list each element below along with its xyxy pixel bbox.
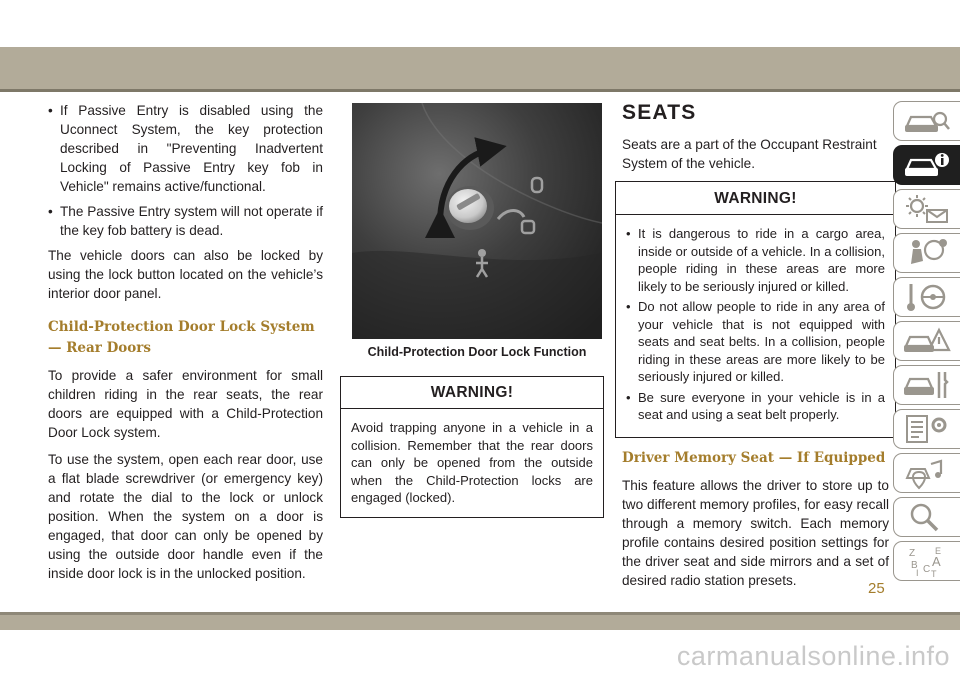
section-heading-memory-seat: Driver Memory Seat — If Equipped bbox=[622, 449, 886, 466]
list-item: • Be sure everyone in your vehicle is in a seat and using a seat belt properly. bbox=[626, 389, 885, 422]
tab-emergency[interactable] bbox=[893, 321, 960, 361]
footer-band bbox=[0, 615, 960, 630]
left-column bbox=[48, 101, 323, 591]
magnifier-icon bbox=[901, 500, 953, 534]
car-hazard-icon bbox=[901, 324, 953, 358]
tab-multimedia[interactable] bbox=[893, 453, 960, 493]
index-letter-a: A bbox=[932, 554, 941, 569]
warning-light-mail-icon bbox=[901, 192, 953, 226]
index-letter-z: Z bbox=[909, 548, 916, 559]
warning-text: Avoid trapping anyone in a vehicle in a collision. Remember that the rear doors can only be opened from the outside when the Child-Protection locks are engaged (locked). bbox=[351, 420, 593, 505]
car-info-icon bbox=[901, 148, 953, 182]
index-letter-b: B bbox=[911, 560, 918, 571]
tab-safety[interactable] bbox=[893, 233, 960, 273]
warning-heading: WARNING! bbox=[616, 182, 895, 215]
watermark: carmanualsonline.info bbox=[676, 641, 950, 671]
warning-list bbox=[616, 215, 895, 437]
list-item: • Do not allow people to ride in any area of your vehicle that is not equipped with seats and seat belts. In a collision, people riding in these areas are more likely to be seriously injured or killed. bbox=[626, 299, 885, 384]
tab-servicing[interactable] bbox=[893, 365, 960, 405]
chapter-tabs bbox=[893, 101, 960, 585]
header-band bbox=[0, 47, 960, 89]
warning-box-seats bbox=[615, 181, 896, 438]
index-letters-icon bbox=[901, 544, 953, 578]
list-item: • If Passive Entry is disabled using the Uconnect System, the key protection described in "Preventing Inadvertent Locking of Passive Entry key fob in Vehicle" remains active/functional. bbox=[48, 103, 323, 194]
paragraph-memory-seat: This feature allows the driver to store up to two different memory profiles, for easy recall through a memory switch. Each memory profile contains desired position settings for the driver seat and side mirrors and a set of desired radio station presets. bbox=[622, 477, 889, 588]
paragraph-seats-intro: Seats are a part of the Occupant Restraint System of the vehicle. bbox=[622, 137, 877, 171]
list-item: • It is dangerous to ride in a cargo area, inside or outside of a vehicle. In a collision, people riding in these areas are more likely to be seriously injured or killed. bbox=[626, 226, 885, 294]
section-title-seats: SEATS bbox=[622, 101, 697, 124]
tab-car-info[interactable] bbox=[893, 145, 960, 185]
child-lock-photo bbox=[352, 103, 602, 339]
tab-customer-assistance[interactable] bbox=[893, 497, 960, 537]
tab-starting-operating[interactable] bbox=[893, 277, 960, 317]
photo-caption: Child-Protection Door Lock Function bbox=[367, 345, 587, 359]
car-search-icon bbox=[901, 104, 953, 138]
airbag-person-icon bbox=[901, 236, 953, 270]
tab-car-search[interactable] bbox=[893, 101, 960, 141]
list-gear-icon bbox=[901, 412, 953, 446]
list-item: • The Passive Entry system will not operate if the key fob battery is dead. bbox=[48, 204, 323, 238]
section-heading-child-protection: Child-Protection Door Lock System — Rear Doors bbox=[48, 319, 315, 356]
paragraph-child-protection-usage: To use the system, open each rear door, use a flat blade screwdriver (or emergency key) and rotate the dial to the lock or unlock position. When the system on a door is engaged, that door can only be opened by using the outside door handle even if the inside door lock is in the unlocked position. bbox=[48, 452, 323, 581]
index-letter-t: T bbox=[931, 569, 937, 578]
index-letter-c: C bbox=[923, 564, 931, 575]
steering-key-icon bbox=[901, 280, 953, 314]
warning-box-child-lock bbox=[340, 376, 604, 518]
page-number: 25 bbox=[868, 580, 885, 597]
header-band-rule bbox=[0, 89, 960, 92]
right-column bbox=[622, 101, 889, 598]
index-letter-i: I bbox=[916, 568, 919, 578]
tab-index[interactable] bbox=[893, 541, 960, 581]
car-music-pin-icon bbox=[901, 456, 953, 490]
child-lock-dial-image bbox=[352, 103, 602, 339]
warning-heading: WARNING! bbox=[341, 377, 603, 409]
car-wrench-icon bbox=[901, 368, 953, 402]
index-letter-e: E bbox=[935, 546, 942, 556]
paragraph-lock-button: The vehicle doors can also be locked by using the lock button located on the vehicle’s interior door panel. bbox=[48, 248, 323, 301]
paragraph-child-protection-intro: To provide a safer environment for small children riding in the rear seats, the rear doors are equipped with a Child-Protection Door Lock system. bbox=[48, 368, 323, 440]
tab-specifications[interactable] bbox=[893, 409, 960, 449]
tab-warning-lights[interactable] bbox=[893, 189, 960, 229]
